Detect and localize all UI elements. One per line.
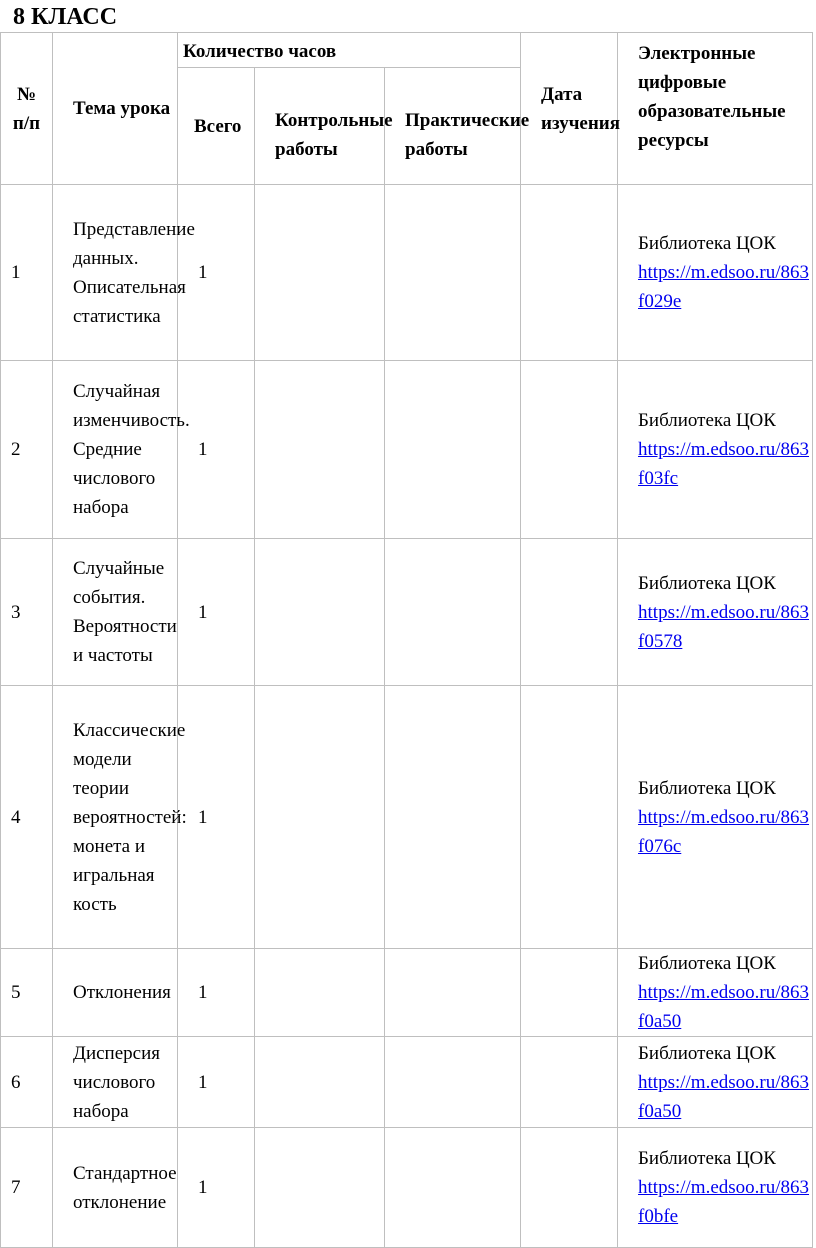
row-num: 1 xyxy=(1,185,53,361)
header-date: Дата изучения xyxy=(521,33,618,185)
page-title: 8 КЛАСС xyxy=(13,4,118,30)
row-hours-total: 1 xyxy=(178,949,255,1037)
row-topic: Случайные события. Вероятности и частоты xyxy=(53,539,178,686)
row-date xyxy=(521,1128,618,1248)
row-topic: Стандартное отклонение xyxy=(53,1128,178,1248)
library-label: Библиотека ЦОК xyxy=(638,410,776,431)
row-hours-total: 1 xyxy=(178,361,255,539)
row-hours-practical xyxy=(385,185,521,361)
library-label: Библиотека ЦОК xyxy=(638,233,776,254)
row-hours-total: 1 xyxy=(178,1128,255,1248)
row-resource xyxy=(618,361,813,539)
row-resource xyxy=(618,686,813,949)
row-resource xyxy=(618,539,813,686)
row-hours-practical xyxy=(385,686,521,949)
row-hours-practical xyxy=(385,949,521,1037)
row-hours-control xyxy=(255,361,385,539)
row-resource xyxy=(618,1037,813,1128)
row-hours-practical xyxy=(385,539,521,686)
row-hours-control xyxy=(255,1128,385,1248)
row-date xyxy=(521,949,618,1037)
header-row-main xyxy=(1,33,813,68)
header-resources: Электронные цифровые образовательные ресурсы xyxy=(618,33,813,185)
row-hours-control xyxy=(255,949,385,1037)
row-topic: Отклонения xyxy=(53,949,178,1037)
row-hours-control xyxy=(255,539,385,686)
row-hours-total: 1 xyxy=(178,539,255,686)
row-resource xyxy=(618,949,813,1037)
row-hours-total: 1 xyxy=(178,185,255,361)
row-hours-practical xyxy=(385,1037,521,1128)
row-num: 4 xyxy=(1,686,53,949)
library-label: Библиотека ЦОК xyxy=(638,572,776,594)
row-num: 7 xyxy=(1,1128,53,1248)
table-body xyxy=(1,185,813,1248)
row-hours-total: 1 xyxy=(178,1037,255,1128)
row-num: 5 xyxy=(1,949,53,1037)
resource-link[interactable]: https://m.edsoo.ru/863f029e xyxy=(638,262,810,312)
table-row xyxy=(1,949,813,1037)
row-topic: Дисперсия числового набора xyxy=(53,1037,178,1128)
row-hours-practical xyxy=(385,1128,521,1248)
row-num: 2 xyxy=(1,361,53,539)
table-row xyxy=(1,539,813,686)
library-label: Библиотека ЦОК xyxy=(638,953,776,974)
resource-link[interactable]: https://m.edsoo.ru/863f03fc xyxy=(638,439,810,489)
row-resource xyxy=(618,1128,813,1248)
row-date xyxy=(521,361,618,539)
library-label: Библиотека ЦОК xyxy=(638,1148,776,1169)
resource-link[interactable]: https://m.edsoo.ru/863f0a50 xyxy=(638,982,810,1032)
table-row xyxy=(1,361,813,539)
row-date xyxy=(521,539,618,686)
table-row xyxy=(1,1128,813,1248)
row-hours-practical xyxy=(385,361,521,539)
row-topic: Классические модели теории вероятностей: монета и игральная кость xyxy=(53,686,178,949)
lessons-table xyxy=(0,32,813,1248)
row-hours-control xyxy=(255,686,385,949)
header-num: № п/п xyxy=(1,33,53,185)
resource-link[interactable]: https://m.edsoo.ru/863f0bfe xyxy=(638,1177,810,1227)
row-hours-control xyxy=(255,1037,385,1128)
header-hours: Количество часов xyxy=(178,33,521,68)
row-date xyxy=(521,1037,618,1128)
row-num: 3 xyxy=(1,539,53,686)
row-hours-total: 1 xyxy=(178,686,255,949)
table-row xyxy=(1,185,813,361)
header-topic: Тема урока xyxy=(53,33,178,185)
resource-link[interactable]: https://m.edsoo.ru/863f0578 xyxy=(638,601,810,652)
library-label: Библиотека ЦОК xyxy=(638,1042,776,1064)
header-hours-total: Всего xyxy=(178,68,255,185)
row-resource xyxy=(618,185,813,361)
table-row xyxy=(1,686,813,949)
resource-link[interactable]: https://m.edsoo.ru/863f076c xyxy=(638,806,810,857)
table-row xyxy=(1,1037,813,1128)
row-date xyxy=(521,686,618,949)
row-topic: Случайная изменчивость. Средние числового набора xyxy=(53,361,178,539)
header-hours-control: Контрольные работы xyxy=(255,68,385,185)
header-hours-practical: Практические работы xyxy=(385,68,521,185)
library-label: Библиотека ЦОК xyxy=(638,777,776,799)
resource-link[interactable]: https://m.edsoo.ru/863f0a50 xyxy=(638,1071,810,1122)
row-hours-control xyxy=(255,185,385,361)
row-topic: Представление данных. Описательная статистика xyxy=(53,185,178,361)
row-date xyxy=(521,185,618,361)
row-num: 6 xyxy=(1,1037,53,1128)
